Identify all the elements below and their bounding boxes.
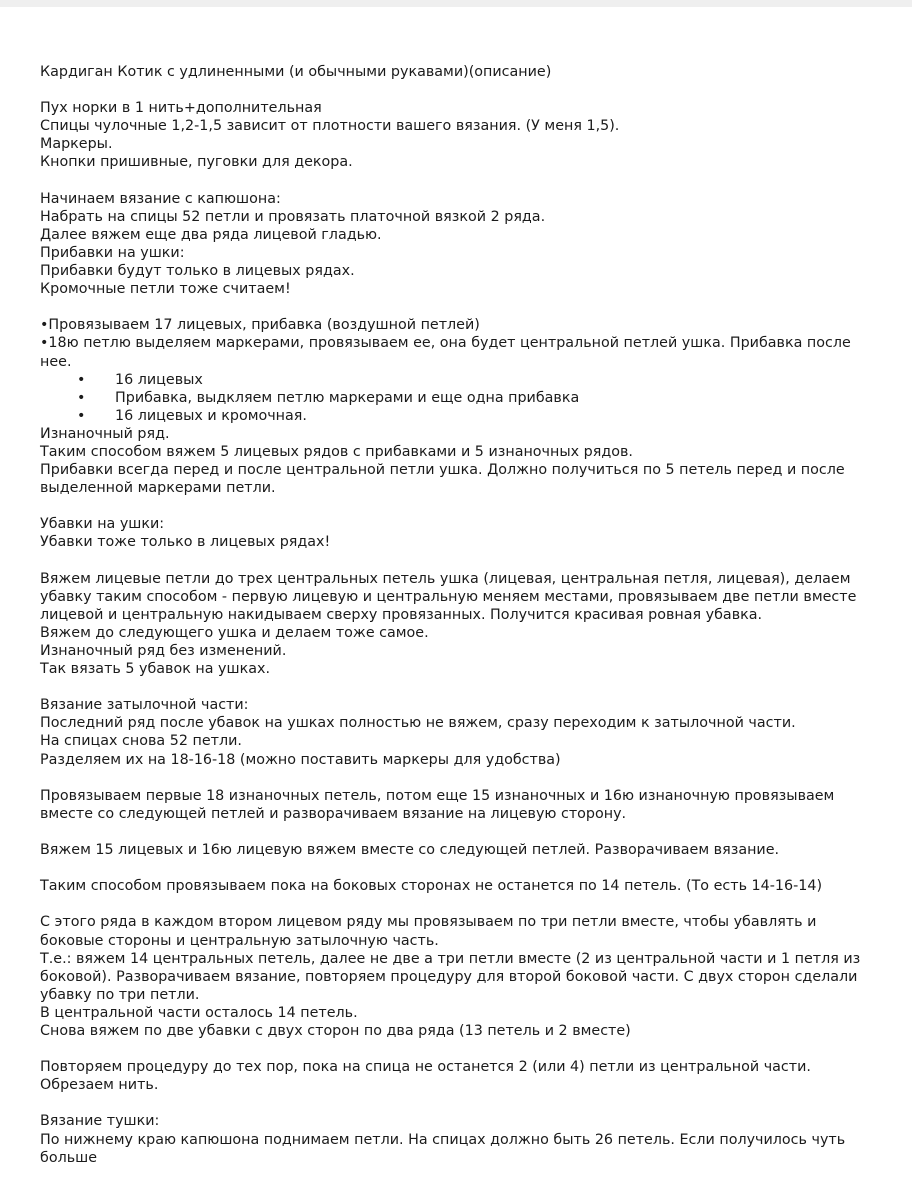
increase-bullet-list [40,371,870,425]
materials-line: Пух норки в 1 нить+дополнительная [40,100,322,117]
decreases-note: Убавки тоже только в лицевых рядах! [40,534,331,551]
knit-row-paragraph: Вяжем 15 лицевых и 16ю лицевую вяжем вместе со следующей петлей. Разворачиваем вязание. [40,842,780,859]
body-heading: Вязание тушки: [40,1113,160,1130]
three-together-paragraph: С этого ряда в каждом втором лицевом ряду мы провязываем по три петли вместе, чтобы убавлять и боковые стороны и центральную затылочную часть. [40,914,817,949]
hood-line: Прибавки на ушки: [40,244,185,261]
decreases-line: Так вязать 5 убавок на ушках. [40,661,270,678]
body-line: По нижнему краю капюшона поднимаем петли. На спицах должно быть 26 петель. Если получилось чуть больше [40,1131,846,1166]
spacer [40,81,870,99]
decreases-paragraph: Вяжем лицевые петли до трех центральных петель ушка (лицевая, центральная петля, лицевая), делаем убавку таким способом - первую лицевую и центральную меняем местами, провязываем две петли вместе лицевой и центральную накидываем сверху провязанных. Получится красивая ровная убавка. [40,570,857,623]
spacer [40,1094,870,1112]
materials-line: Маркеры. [40,136,113,153]
repeat-row-paragraph: Таким способом провязываем пока на боковых сторонах не останется по 14 петель. (То есть 14-16-14) [40,878,823,895]
materials-line: Кнопки пришивные, пуговки для декора. [40,154,353,171]
three-together-line: В центральной части осталось 14 петель. [40,1004,358,1021]
hood-line: Кромочные петли тоже считаем! [40,281,291,298]
increase-after-line: Прибавки всегда перед и после центральной петли ушка. Должно получиться по 5 петель перед и после выделенной маркерами петли. [40,462,845,497]
three-together-paragraph: Т.е.: вяжем 14 центральных петель, далее не две а три петли вместе (2 из центральной части и 1 петля из боковой). Разворачиваем вязание, повторяем процедуру для второй боковой части. С двух сторон сделали убавку по три петли. [40,950,861,1003]
decreases-line: Изнаночный ряд без изменений. [40,643,287,659]
back-line: Разделяем их на 18-16-18 (можно поставить маркеры для удобства) [40,751,561,768]
back-line: На спицах снова 52 петли. [40,733,242,750]
spacer [40,823,870,841]
decreases-line: Вяжем до следующего ушка и делаем тоже самое. [40,624,429,641]
spacer [40,172,870,190]
spacer [40,895,870,913]
spacer [40,859,870,877]
repeat-until-paragraph: Повторяем процедуру до тех пор, пока на спица не останется 2 (или 4) петли из центральной части. Обрезаем нить. [40,1059,811,1094]
spacer [40,552,870,570]
purl-row-paragraph: Провязываем первые 18 изнаночных петель, потом еще 15 изнаночных и 16ю изнаночную провязываем вместе со следующей петлей и разворачиваем вязание на лицевую сторону. [40,787,835,822]
back-heading: Вязание затылочной части: [40,697,249,714]
hood-heading: Начинаем вязание с капюшона: [40,190,281,207]
increase-step: •Провязываем 17 лицевых, прибавка (воздушной петлей) [40,317,480,334]
spacer [40,298,870,316]
materials-line: Спицы чулочные 1,2-1,5 зависит от плотности вашего вязания. (У меня 1,5). [40,118,620,135]
bullet-item: • 16 лицевых [40,371,870,389]
hood-line: Набрать на спицы 52 петли и провязать платочной вязкой 2 ряда. [40,208,546,225]
decreases-heading: Убавки на ушки: [40,516,165,533]
hood-line: Далее вяжем еще два ряда лицевой гладью. [40,226,382,243]
bullet-item: • Прибавка, выдкляем петлю маркерами и еще одна прибавка [40,389,870,407]
three-together-line: Снова вяжем по две убавки с двух сторон по два ряда (13 петель и 2 вместе) [40,1022,631,1039]
back-line: Последний ряд после убавок на ушках полностью не вяжем, сразу переходим к затылочной части. [40,715,796,732]
increase-after-line: Таким способом вяжем 5 лицевых рядов с прибавками и 5 изнаночных рядов. [40,443,633,460]
spacer [40,769,870,787]
top-bar [0,0,912,7]
increase-after-line: Изнаночный ряд. [40,425,170,442]
hood-line: Прибавки будут только в лицевых рядах. [40,263,355,280]
document-title: Кардиган Котик с удлиненными (и обычными рукавами)(описание) [40,64,552,80]
spacer [40,497,870,515]
bullet-item: • 16 лицевых и кромочная. [40,407,870,425]
document-body [40,63,870,1167]
spacer [40,1040,870,1058]
spacer [40,678,870,696]
increase-step: •18ю петлю выделяем маркерами, провязываем ее, она будет центральной петлей ушка. Прибавка после нее. [40,335,851,370]
